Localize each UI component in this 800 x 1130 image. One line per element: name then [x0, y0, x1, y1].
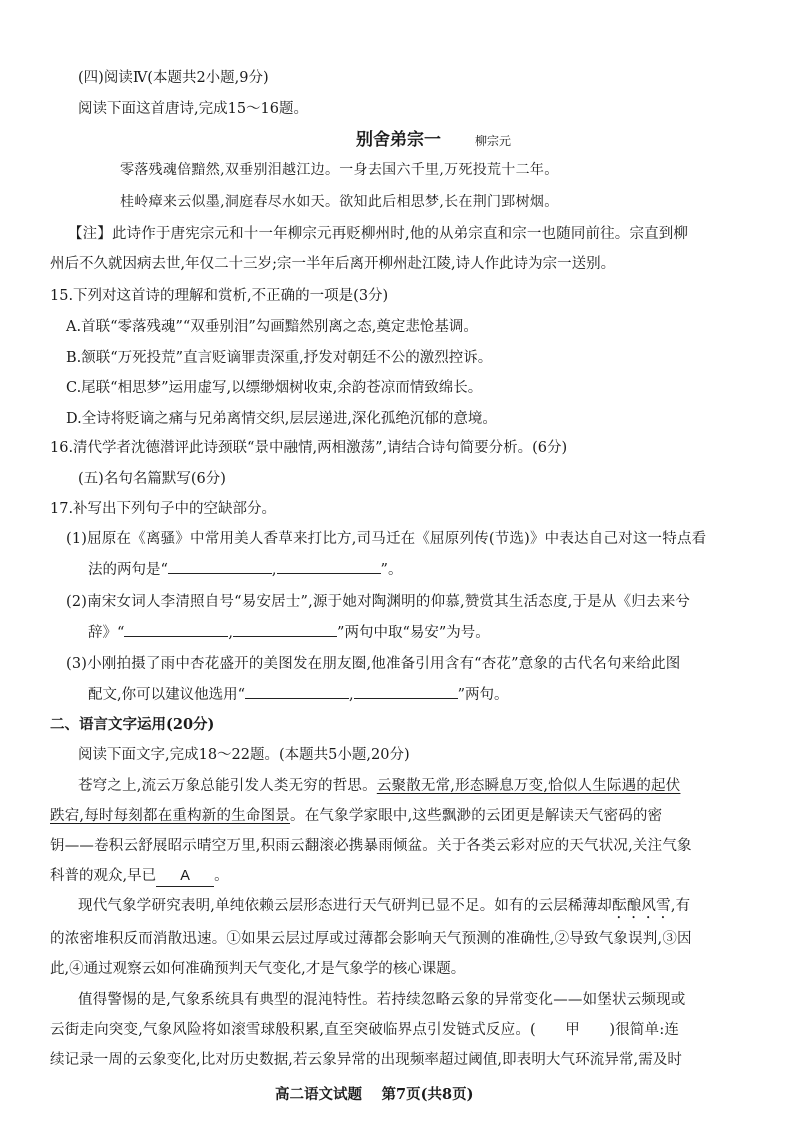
passage-para-1-line-3: 钥——卷积云舒展昭示晴空万里,积雨云翻滚必携暴雨倾盆。关于各类云彩对应的天气状况,关注气象: [50, 838, 692, 854]
poem-title: [356, 130, 511, 151]
poem-note-line-2: 州后不久就因病去世,年仅二十三岁;宗一半年后离开柳州赴江陵,诗人作此诗为宗一送别。: [50, 256, 616, 272]
passage-para-1-line-2: [50, 806, 662, 826]
section-5-heading: (五)名句名篇默写(6分): [78, 471, 226, 487]
section-4-intro: 阅读下面这首唐诗,完成15～16题。: [78, 101, 309, 117]
para1-period: 。: [214, 868, 229, 884]
blank-a[interactable]: A: [156, 866, 214, 887]
underlined-sentence-cont: 跌宕,每时每刻都在重构新的生命图景: [50, 808, 291, 824]
part-2-heading: 二、语言文字运用(20分): [50, 716, 215, 733]
question-17-3-line-2: [88, 684, 509, 705]
answer-blank[interactable]: [233, 622, 337, 637]
answer-blank[interactable]: [245, 684, 349, 699]
question-17-3-line-1: (3)小刚拍摄了雨中杏花盛开的美图发在朋友圈,他准备引用含有“杏花”意象的古代名句来给此图: [66, 656, 681, 672]
q17-2-comma: ,: [228, 625, 234, 641]
question-17-2-line-2: [88, 622, 490, 643]
page-footer: 高二语文试题 第7页(共8页): [275, 1086, 474, 1103]
question-15-option-c: C.尾联“相思梦”运用虚写,以缥缈烟树收束,余韵苍凉而情致绵长。: [66, 380, 483, 396]
q17-1-prefix: 法的两句是“: [88, 562, 168, 578]
part-2-intro: 阅读下面文字,完成18～22题。(本题共5小题,20分): [78, 747, 410, 763]
answer-blank[interactable]: [277, 559, 381, 574]
question-15-stem: 15.下列对这首诗的理解和赏析,不正确的一项是(3分): [50, 288, 389, 304]
passage-para-2-line-1: [78, 896, 690, 922]
passage-para-3-line-2: 云街走向突变,气象风险将如滚雪球般积累,直至突破临界点引发链式反应。( 甲 )很简单:连: [50, 1022, 680, 1038]
q17-2-prefix: 辞》“: [88, 625, 125, 641]
passage-para-2-line-2: 的浓密堆积反而消散迅速。①如果云层过厚或过薄都会影响天气预测的准确性,②导致气象误判,③因: [50, 931, 692, 947]
passage-para-1-line-4: [50, 866, 229, 887]
poem-note-line-1: 【注】此诗作于唐宪宗元和十一年柳宗元再贬柳州时,他的从弟宗直和宗一也随同前往。宗直到柳: [68, 226, 689, 242]
answer-blank[interactable]: [354, 684, 458, 699]
poem-author: 柳宗元: [475, 134, 512, 148]
para1-text: 苍穹之上,流云万象总能引发人类无穷的哲思。: [78, 778, 377, 794]
q17-3-comma: ,: [349, 687, 354, 703]
poem-line-2: 桂岭瘴来云似墨,洞庭春尽水如天。欲知此后相思梦,长在荆门郢树烟。: [120, 194, 559, 210]
question-17-1-line-2: [88, 559, 402, 580]
q17-2-suffix: ”两句中取“易安”为号。: [337, 625, 490, 641]
q17-1-suffix: ”。: [380, 562, 403, 578]
para2-text: ,有: [670, 898, 691, 914]
q17-1-comma: ,: [271, 562, 277, 578]
question-17-1-line-1: (1)屈原在《离骚》中常用美人香草来打比方,司马迁在《屈原列传(节选)》中表达自己对这一特点看: [66, 531, 707, 547]
passage-para-3-line-3: 续记录一周的云象变化,比对历史数据,若云象异常的出现频率超过阈值,即表明大气环流异常,需及时: [50, 1052, 683, 1068]
question-15-option-a: A.首联“零落残魂”“双垂别泪”勾画黯然别离之态,奠定悲怆基调。: [66, 319, 478, 335]
para1-text: 科普的观众,早已: [50, 868, 157, 884]
passage-para-1-line-1: [78, 776, 680, 796]
dotted-phrase: 酝酿风雪: [612, 898, 671, 914]
passage-para-3-line-1: 值得警惕的是,气象系统具有典型的混沌特性。若持续忽略云象的异常变化——如堡状云频现或: [78, 992, 686, 1008]
passage-para-2-line-3: 此,④通过观察云如何准确预判天气变化,才是气象学的核心课题。: [50, 961, 466, 977]
poem-title-text: 别舍弟宗一: [356, 130, 441, 150]
underlined-sentence: 云聚散无常,形态瞬息万变,恰似人生际遇的起伏: [376, 778, 681, 794]
answer-blank[interactable]: [124, 622, 228, 637]
question-15-option-b: B.颔联“万死投荒”直言贬谪罪责深重,抒发对朝廷不公的激烈控诉。: [66, 350, 493, 366]
section-4-heading: (四)阅读Ⅳ(本题共2小题,9分): [78, 70, 269, 86]
para2-text: 现代气象学研究表明,单纯依赖云层形态进行天气研判已显不足。如有的云层稀薄却: [78, 898, 613, 914]
question-15-option-d: D.全诗将贬谪之痛与兄弟离情交织,层层递进,深化孤绝沉郁的意境。: [66, 411, 497, 427]
question-17-stem: 17.补写出下列句子中的空缺部分。: [50, 501, 277, 517]
para1-text: 。在气象学家眼中,这些飘渺的云团更是解读天气密码的密: [290, 808, 663, 824]
q17-3-suffix: ”两句。: [457, 687, 509, 703]
q17-3-prefix: 配文,你可以建议他选用“: [88, 687, 246, 703]
question-16-stem: 16.清代学者沈德潜评此诗颈联“景中融情,两相激荡”,请结合诗句简要分析。(6分): [50, 440, 568, 456]
poem-line-1: 零落残魂倍黯然,双垂别泪越江边。一身去国六千里,万死投荒十二年。: [120, 162, 559, 178]
answer-blank[interactable]: [168, 559, 272, 574]
question-17-2-line-1: (2)南宋女词人李清照自号“易安居士”,源于她对陶渊明的仰慕,赞赏其生活态度,于是从《归去来兮: [66, 594, 691, 610]
